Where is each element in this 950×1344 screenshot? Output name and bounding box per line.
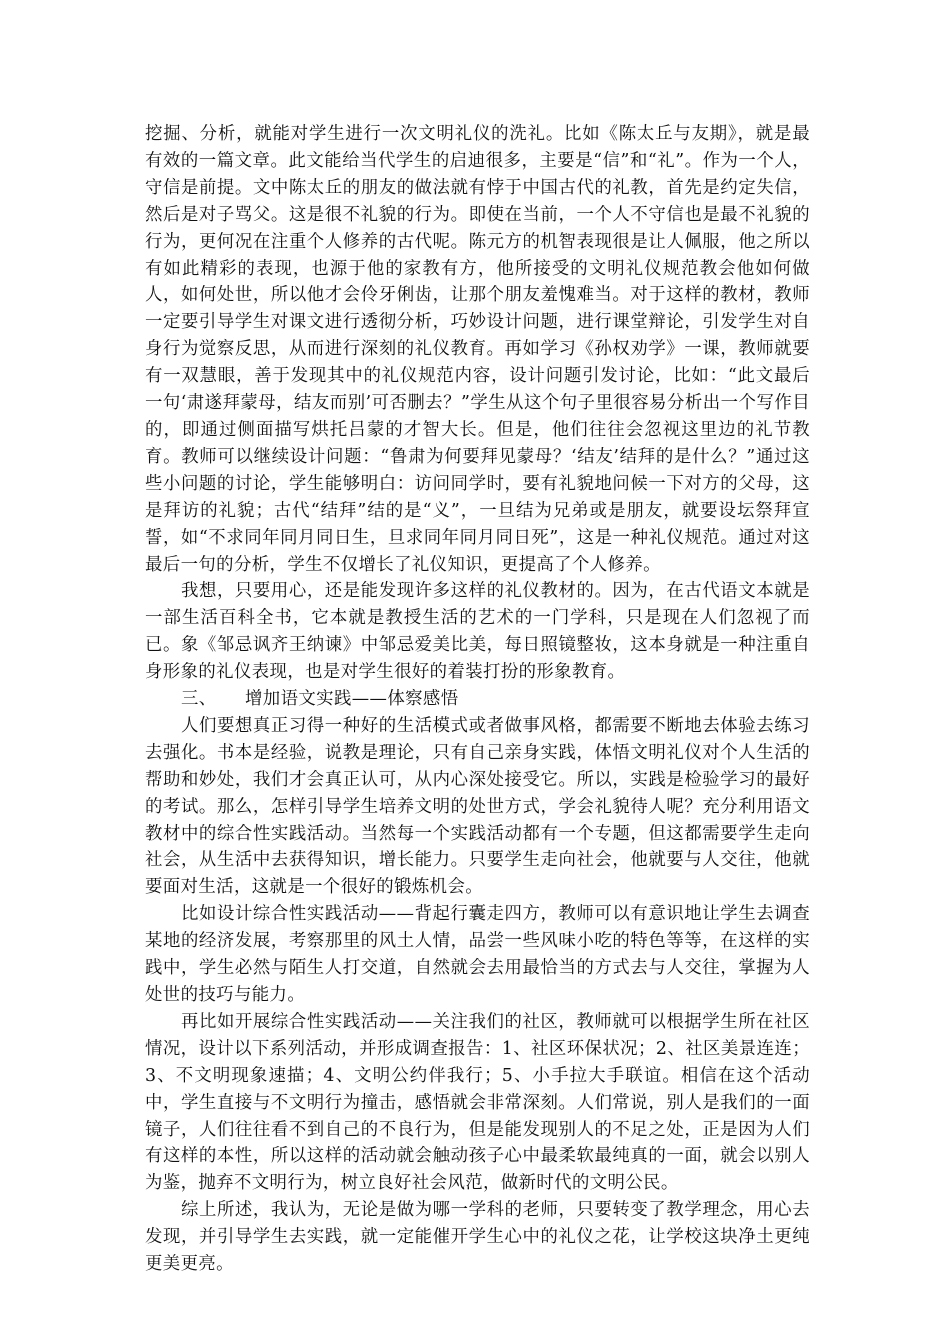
section-number: 三、 <box>181 689 217 710</box>
paragraph: 综上所述，我认为，无论是做为哪一学科的老师，只要转变了教学理念，用心去发现，并引导学生去实践，就一定能催开学生心中的礼仪之花，让学校这块净土更纯更美更亮。 <box>145 1200 810 1275</box>
paragraph: 比如设计综合性实践活动——背起行囊走四方，教师可以有意识地让学生去调查某地的经济发展，考察那里的风土人情，品尝一些风味小吃的特色等等，在这样的实践中，学生必然与陌生人打交道，自然就会去用最恰当的方式去与人交往，掌握为人处世的技巧与能力。 <box>145 904 810 1005</box>
section-heading <box>145 686 810 713</box>
paragraph-continued: 挖掘、分析，就能对学生进行一次文明礼仪的洗礼。比如《陈太丘与友期》，就是最有效的一篇文章。此文能给当代学生的启迪很多，主要是“信”和“礼”。作为一个人，守信是前提。文中陈太丘的朋友的做法就有悖于中国古代的礼教，首先是约定失信，然后是对子骂父。这是很不礼貌的行为。即使在当前，一个人不守信也是最不礼貌的行为，更何况在注重个人修养的古代呢。陈元方的机智表现很是让人佩服，他之所以有如此精彩的表现，也源于他的家教有方，他所接受的文明礼仪规范教会他如何做人，如何处世，所以他才会伶牙俐齿，让那个朋友羞愧难当。对于这样的教材，教师一定要引导学生对课文进行透彻分析，巧妙设计问题，进行课堂辩论，引发学生对自身行为觉察反思，从而进行深刻的礼仪教育。再如学习《孙权劝学》一课，教师就要有一双慧眼，善于发现其中的礼仪规范内容，设计问题引发讨论，比如：“此文最后一句‘肃遂拜蒙母，结友而别’可否删去？”学生从这个句子里很容易分析出一个写作目的，即通过侧面描写烘托吕蒙的才智大长。但是，他们往往会忽视这里边的礼节教育。教师可以继续设计问题：“鲁肃为何要拜见蒙母？‘结友’结拜的是什么？”通过这些小问题的讨论，学生能够明白：访问同学时，要有礼貌地问候一下对方的父母，这是拜访的礼貌；古代“结拜”结的是“义”，一旦结为兄弟或是朋友，就要设坛祭拜宣誓，如“不求同年同月同日生，旦求同年同月同日死”，这是一种礼仪规范。通过对这最后一句的分析，学生不仅增长了礼仪知识，更提高了个人修养。 <box>145 124 810 575</box>
document-page <box>145 121 810 1278</box>
paragraph: 我想，只要用心，还是能发现许多这样的礼仪教材的。因为，在古代语文本就是一部生活百科全书，它本就是教授生活的艺术的一门学科，只是现在人们忽视了而已。象《邹忌讽齐王纳谏》中邹忌爱美比美，每日照镜整妆，这本身就是一种注重自身形象的礼仪表现，也是对学生很好的着装打扮的形象教育。 <box>145 581 810 683</box>
section-title: 增加语文实践——体察感悟 <box>245 689 459 710</box>
paragraph: 人们要想真正习得一种好的生活模式或者做事风格，都需要不断地去体验去练习去强化。书本是经验，说教是理论，只有自己亲身实践，体悟文明礼仪对个人生活的帮助和妙处，我们才会真正认可，从内心深处接受它。所以，实践是检验学习的最好的考试。那么，怎样引导学生培养文明的处世方式，学会礼貌待人呢？充分利用语文教材中的综合性实践活动。当然每一个实践活动都有一个专题，但这都需要学生走向社会，从生活中去获得知识，增长能力。只要学生走向社会，他就要与人交往，他就要面对生活，这就是一个很好的锻炼机会。 <box>145 715 810 898</box>
paragraph: 再比如开展综合性实践活动——关注我们的社区，教师就可以根据学生所在社区情况，设计以下系列活动，并形成调查报告：1、社区环保状况；2、社区美景连连；3、不文明现象速描；4、文明公约伴我行；5、小手拉大手联谊。相信在这个活动中，学生直接与不文明行为撞击，感悟就会非常深刻。人们常说，别人是我们的一面镜子，人们往往看不到自己的不良行为，但是能发现别人的不足之处，正是因为人们有这样的本性，所以这样的活动就会触动孩子心中最柔软最纯真的一面，就会以别人为鉴，抛弃不文明行为，树立良好社会风范，做新时代的文明公民。 <box>145 1011 810 1194</box>
